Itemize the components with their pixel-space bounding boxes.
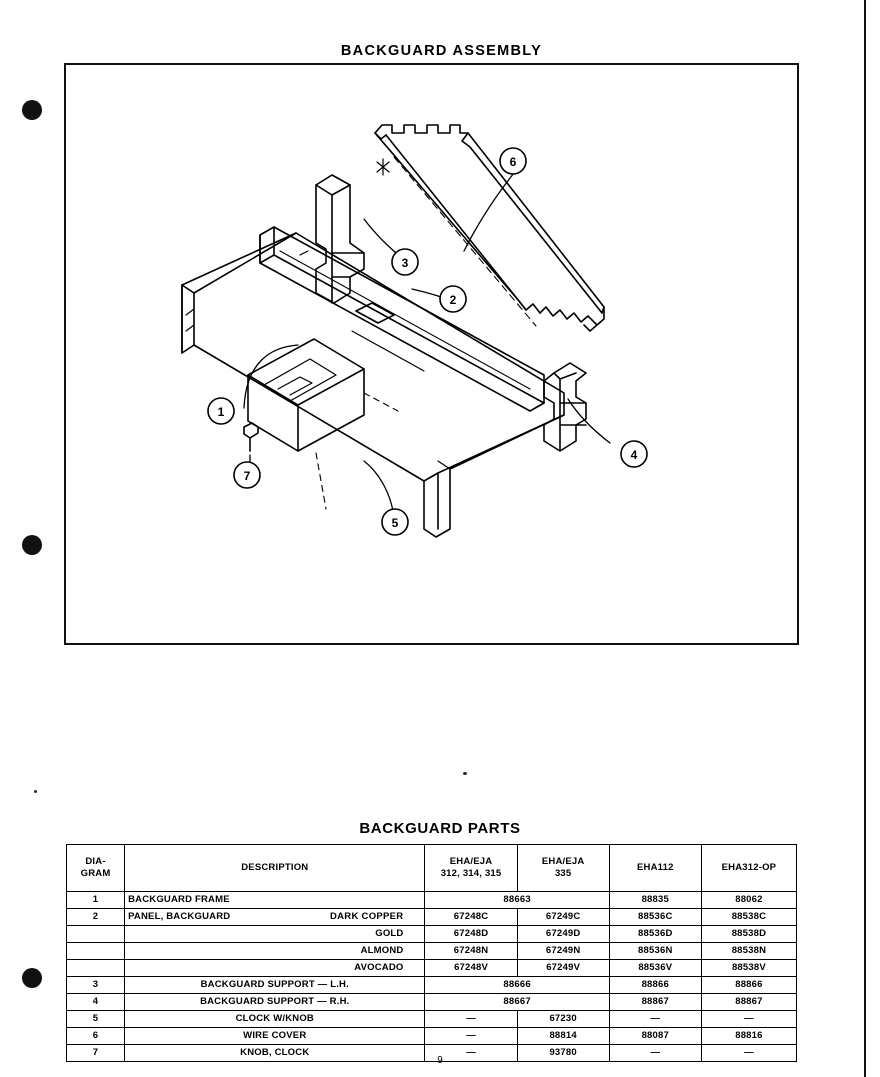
header-model-a-line2: 312, 314, 315	[440, 868, 502, 879]
header-model-b-line2: 335	[554, 868, 572, 879]
header-model-a	[425, 845, 517, 892]
cell-part-number: 88536N	[609, 943, 701, 960]
cell-description-main: PANEL, BACKGUARD	[128, 910, 231, 922]
header-model-b	[517, 845, 609, 892]
cell-part-number: 67248N	[425, 943, 517, 960]
header-model-a-line1: EHA/EJA	[449, 856, 493, 868]
table-row	[67, 1011, 797, 1028]
callout-5-label: 5	[391, 516, 399, 530]
cell-part-number: 67248V	[425, 960, 517, 977]
cell-diagram: 7	[67, 1045, 125, 1062]
cell-part-number: 88062	[701, 892, 796, 909]
cell-description: BACKGUARD FRAME	[125, 892, 425, 909]
table-row	[67, 1028, 797, 1045]
table-row	[67, 977, 797, 994]
cell-part-number-span: 88663	[425, 892, 609, 909]
cell-part-number: 88538V	[701, 960, 796, 977]
cell-part-number: 88538D	[701, 926, 796, 943]
table-row	[67, 960, 797, 977]
cell-part-number: —	[701, 1045, 796, 1062]
cell-part-number: 88536C	[609, 909, 701, 926]
binder-punch-hole	[22, 535, 42, 555]
cell-diagram	[67, 943, 125, 960]
header-diagram	[67, 845, 125, 892]
callout-7-label: 7	[243, 469, 251, 483]
cell-part-number: 67230	[517, 1011, 609, 1028]
cell-part-number: —	[609, 1045, 701, 1062]
cell-part-number: 88867	[609, 994, 701, 1011]
cell-diagram: 3	[67, 977, 125, 994]
parts-table-title	[0, 820, 880, 837]
page-number: 9	[437, 1055, 443, 1066]
cell-part-number: 88816	[701, 1028, 796, 1045]
table-row	[67, 994, 797, 1011]
cell-part-number: 67248D	[425, 926, 517, 943]
table-row	[67, 943, 797, 960]
cell-description: BACKGUARD SUPPORT — R.H.	[125, 994, 425, 1011]
cell-part-number: —	[425, 1028, 517, 1045]
table-row	[67, 892, 797, 909]
parts-table	[66, 844, 797, 1062]
callout-4-label: 4	[630, 448, 638, 462]
header-model-d: EHA312-OP	[701, 845, 796, 892]
table-header-row	[67, 845, 797, 892]
header-description: DESCRIPTION	[125, 845, 425, 892]
cell-description	[125, 909, 425, 926]
cell-part-number: —	[609, 1011, 701, 1028]
cell-description-variant: GOLD	[375, 927, 404, 939]
cell-part-number: 67249D	[517, 926, 609, 943]
cell-part-number: 88538N	[701, 943, 796, 960]
cell-description-variant: DARK COPPER	[329, 910, 404, 922]
cell-part-number: 88536V	[609, 960, 701, 977]
cell-diagram: 6	[67, 1028, 125, 1045]
cell-diagram: 4	[67, 994, 125, 1011]
binder-punch-hole	[22, 968, 42, 988]
cell-diagram	[67, 960, 125, 977]
parts-table-wrapper	[66, 844, 797, 1062]
cell-description: CLOCK W/KNOB	[125, 1011, 425, 1028]
figure-title	[0, 43, 880, 59]
cell-part-number: 88087	[609, 1028, 701, 1045]
scan-speck	[34, 790, 37, 793]
figure-title-text: BACKGUARD ASSEMBLY	[340, 43, 543, 59]
cell-diagram	[67, 926, 125, 943]
cell-part-number: —	[425, 1045, 517, 1062]
part-clock-knob-drawing	[244, 423, 258, 451]
binder-punch-hole	[22, 100, 42, 120]
cell-part-number-span: 88666	[425, 977, 609, 994]
cell-part-number: 88866	[609, 977, 701, 994]
header-model-c: EHA112	[609, 845, 701, 892]
cell-description: BACKGUARD SUPPORT — L.H.	[125, 977, 425, 994]
scan-page-edge	[864, 0, 880, 1077]
cell-description-variant: ALMOND	[360, 944, 404, 956]
cell-description	[125, 926, 425, 943]
cell-part-number: 88835	[609, 892, 701, 909]
cell-description	[125, 943, 425, 960]
cell-part-number: 67249V	[517, 960, 609, 977]
cell-part-number: —	[425, 1011, 517, 1028]
cell-part-number: 88867	[701, 994, 796, 1011]
callout-6-label: 6	[509, 155, 517, 169]
part-support-rh-drawing	[544, 363, 586, 451]
cell-description-variant: AVOCADO	[354, 961, 404, 973]
cell-part-number: 67248C	[425, 909, 517, 926]
cell-part-number: 88814	[517, 1028, 609, 1045]
part-backguard-frame-drawing	[182, 233, 564, 537]
cell-part-number: 88866	[701, 977, 796, 994]
callout-2-label: 2	[449, 293, 457, 307]
cell-part-number-span: 88667	[425, 994, 609, 1011]
table-row	[67, 909, 797, 926]
cell-diagram: 1	[67, 892, 125, 909]
cell-description: WIRE COVER	[125, 1028, 425, 1045]
cell-part-number: 67249C	[517, 909, 609, 926]
backguard-exploded-diagram	[64, 63, 799, 645]
cell-description: KNOB, CLOCK	[125, 1045, 425, 1062]
parts-table-title-text: BACKGUARD PARTS	[359, 820, 521, 837]
part-clock-drawing	[248, 339, 398, 509]
scan-speck	[463, 772, 467, 775]
cell-diagram: 5	[67, 1011, 125, 1028]
cell-part-number: 88536D	[609, 926, 701, 943]
cell-part-number: 67249N	[517, 943, 609, 960]
header-model-b-line1: EHA/EJA	[541, 856, 585, 868]
header-diagram-line2: GRAM	[80, 868, 111, 879]
cell-part-number: 93780	[517, 1045, 609, 1062]
header-diagram-line1: DIA-	[85, 856, 106, 868]
cell-part-number: 88538C	[701, 909, 796, 926]
callout-1-label: 1	[217, 405, 225, 419]
callout-3-label: 3	[401, 256, 409, 270]
table-row	[67, 926, 797, 943]
cell-part-number: —	[701, 1011, 796, 1028]
cell-description	[125, 960, 425, 977]
cell-diagram: 2	[67, 909, 125, 926]
